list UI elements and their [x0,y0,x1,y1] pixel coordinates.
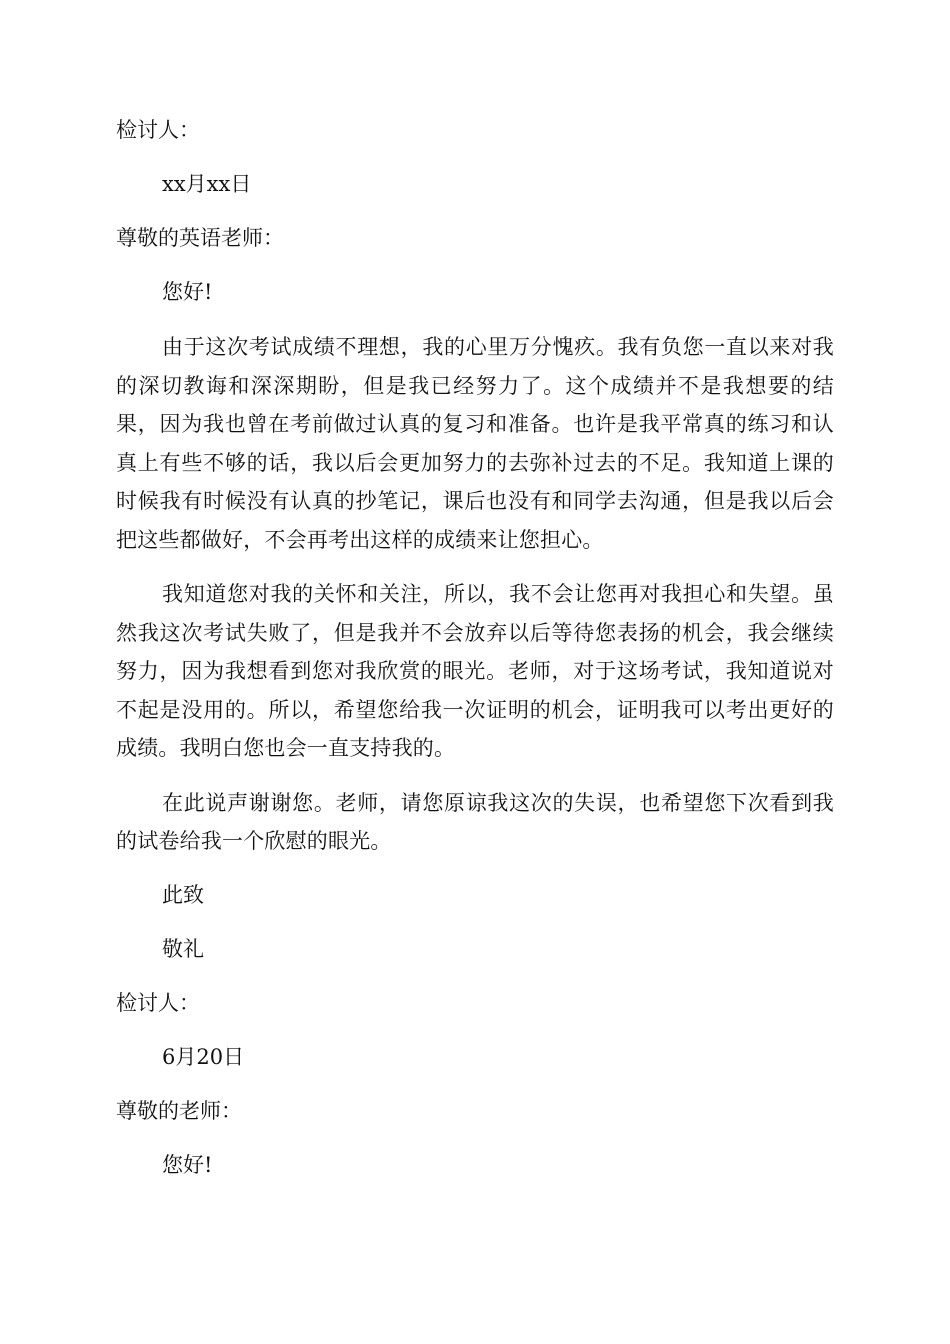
salutation: 尊敬的英语老师： [116,226,284,250]
body-paragraph: 由于这次考试成绩不理想，我的心里万分愧疚。我有负您一直以来对我的深切教诲和深深期盼，但是我已经努力了。这个成绩并不是我想要的结果，因为我也曾在考前做过认真的复习和准备。也许是我平常真的练习和认真上有些不够的话，我以后会更加努力的去弥补过去的不足。我知道上课的时候我有时候没有认真的抄笔记，课后也没有和同学去沟通，但是我以后会把这些都做好，不会再考出这样的成绩来让您担心。 [116,335,834,552]
closing-line: 敬礼 [162,936,204,961]
document-page [116,112,834,1201]
letter-date: 6月20日 [162,1044,245,1069]
signer-label: 检讨人： [116,118,200,142]
salutation: 尊敬的老师： [116,1098,242,1123]
letter-date: xx月xx日 [162,172,252,196]
body-paragraph: 在此说声谢谢您。老师，请您原谅我这次的失误，也希望您下次看到我的试卷给我一个欣慰的眼光。 [116,790,834,853]
signer-label: 检讨人： [116,990,200,1015]
closing-line: 此致 [162,882,204,907]
body-paragraph: 我知道您对我的关怀和关注，所以，我不会让您再对我担心和失望。虽然我这次考试失败了，但是我并不会放弃以后等待您表扬的机会，我会继续努力，因为我想看到您对我欣赏的眼光。老师，对于这场考试，我知道说对不起是没用的。所以，希望您给我一次证明的机会，证明我可以考出更好的成绩。我明白您也会一直支持我的。 [116,582,834,760]
greeting: 您好! [162,280,213,304]
greeting: 您好! [162,1152,213,1177]
